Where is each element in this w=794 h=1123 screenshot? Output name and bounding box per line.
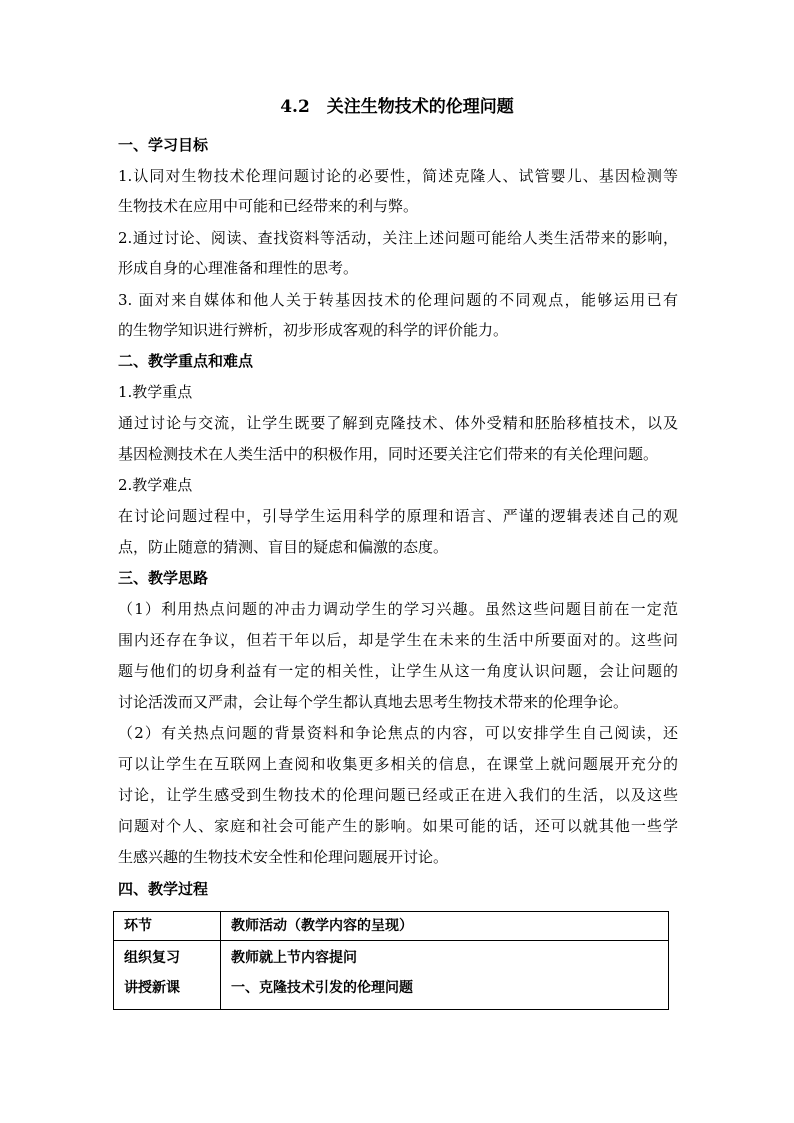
approach-line: 问题对个人、家庭和社会可能产生的影响。如果可能的话，还可以就其他一些学 xyxy=(118,817,678,835)
page-title: 4.2 关注生物技术的伦理问题 xyxy=(280,97,514,117)
approach-line: 生感兴趣的生物技术安全性和伦理问题展开讨论。 xyxy=(118,848,449,866)
section-heading-process: 四、教学过程 xyxy=(118,880,209,898)
approach-line: 题与他们的切身利益有一定的相关性，让学生从这一角度认识问题，会让问题的 xyxy=(118,662,678,680)
objective-line: 形成自身的心理准备和理性的思考。 xyxy=(118,259,359,277)
approach-line: （2）有关热点问题的背景资料和争论焦点的内容，可以安排学生自己阅读，还 xyxy=(118,724,678,742)
approach-line: （1）利用热点问题的冲击力调动学生的学习兴趣。虽然这些问题目前在一定范 xyxy=(118,600,678,618)
difficulty-line: 点，防止随意的猜测、盲目的疑虑和偏激的态度。 xyxy=(118,538,449,556)
table-header-row xyxy=(114,912,669,941)
objective-line: 的生物学知识进行辨析，初步形成客观的科学的评价能力。 xyxy=(118,321,509,339)
section-heading-approach: 三、教学思路 xyxy=(118,569,209,587)
approach-line: 讨论活泼而又严肃，会让每个学生都认真地去思考生物技术带来的伦理争论。 xyxy=(118,693,629,711)
difficulty-line: 在讨论问题过程中，引导学生运用科学的原理和语言、严谨的逻辑表述自己的观 xyxy=(118,507,678,525)
objective-line: 1.认同对生物技术伦理问题讨论的必要性，简述克隆人、试管婴儿、基因检测等 xyxy=(118,167,678,185)
table-header-cell: 环节 xyxy=(114,912,221,941)
table-header-cell: 教师活动（教学内容的呈现） xyxy=(221,912,669,941)
section-heading-key-points: 二、教学重点和难点 xyxy=(118,352,254,370)
stage-label: 讲授新课 xyxy=(124,980,180,996)
key-point-line: 通过讨论与交流，让学生既要了解到克隆技术、体外受精和胚胎移植技术，以及 xyxy=(118,414,678,432)
subheading-difficulty: 2.教学难点 xyxy=(118,476,193,494)
activity-text: 教师就上节内容提问 xyxy=(231,950,357,966)
process-table xyxy=(113,911,669,1010)
objective-line: 2.通过讨论、阅读、查找资料等活动，关注上述问题可能给人类生活带来的影响， xyxy=(118,229,678,247)
objective-line: 生物技术在应用中可能和已经带来的利与弊。 xyxy=(118,197,419,215)
approach-line: 围内还存在争议，但若干年以后，却是学生在未来的生活中所要面对的。这些问 xyxy=(118,631,678,649)
table-cell-stage xyxy=(114,941,221,1010)
key-point-line: 基因检测技术在人类生活中的积极作用，同时还要关注它们带来的有关伦理问题。 xyxy=(118,445,659,463)
objective-line: 3. 面对来自媒体和他人关于转基因技术的伦理问题的不同观点，能够运用已有 xyxy=(118,291,678,309)
activity-text: 一、克隆技术引发的伦理问题 xyxy=(231,980,413,996)
approach-line: 讨论，让学生感受到生物技术的伦理问题已经或正在进入我们的生活，以及这些 xyxy=(118,786,678,804)
table-cell-activity xyxy=(221,941,669,1010)
subheading-key-point: 1.教学重点 xyxy=(118,383,193,401)
approach-line: 可以让学生在互联网上查阅和收集更多相关的信息，在课堂上就问题展开充分的 xyxy=(118,755,678,773)
table-row xyxy=(114,941,669,1010)
section-heading-objectives: 一、学习目标 xyxy=(118,136,209,154)
stage-label: 组织复习 xyxy=(124,950,180,966)
